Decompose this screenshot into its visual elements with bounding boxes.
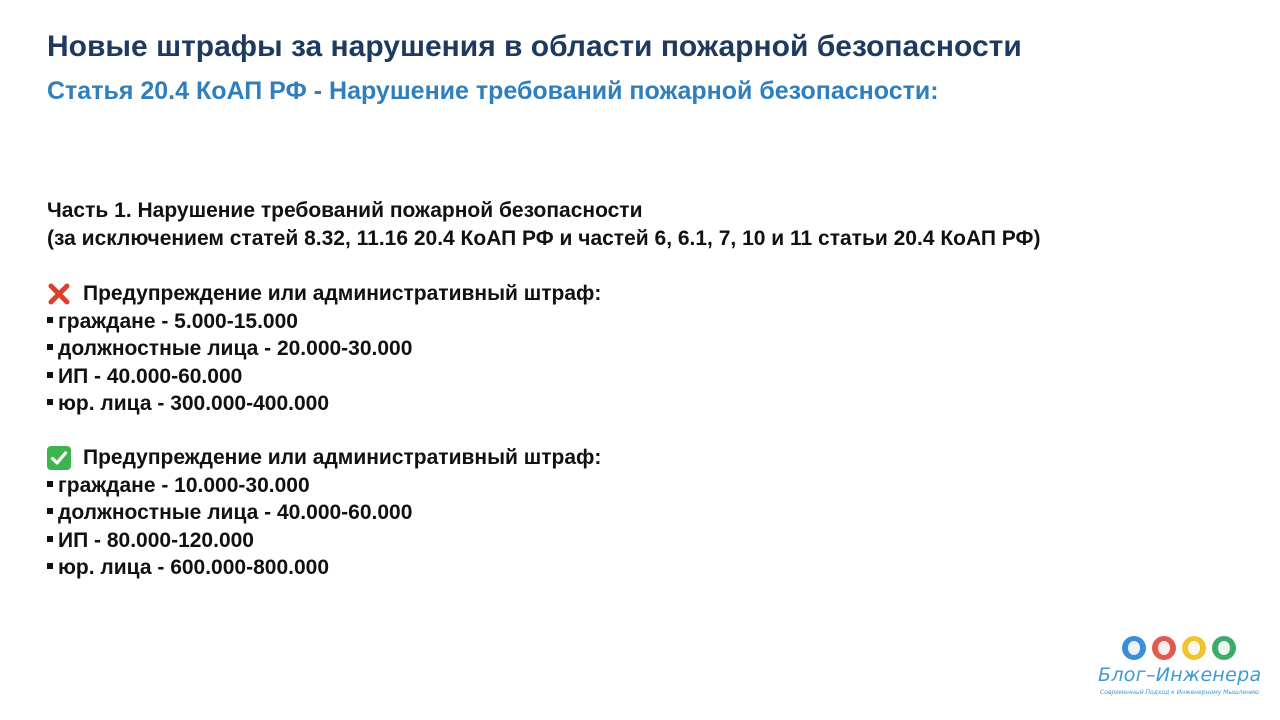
list-item: должностные лица - 20.000-30.000 [47, 335, 601, 363]
bullet-icon [47, 399, 53, 405]
part-exceptions: (за исключением статей 8.32, 11.16 20.4 КоАП РФ и частей 6, 6.1, 7, 10 и 11 статьи 20.4 КоАП РФ) [47, 227, 1041, 250]
new-fines-heading-row [47, 444, 601, 472]
bullet-icon [47, 317, 53, 323]
brand-logo [1098, 636, 1263, 700]
engineer-avatar-icon-4 [1212, 636, 1236, 660]
list-item: юр. лица - 600.000-800.000 [47, 554, 601, 582]
bullet-icon [47, 344, 53, 350]
bullet-icon [47, 481, 53, 487]
old-fines-heading-row [47, 280, 601, 308]
list-item: граждане - 10.000-30.000 [47, 472, 601, 500]
bullet-icon [47, 536, 53, 542]
logo-name: Блог–Инженера [1098, 664, 1262, 686]
logo-tagline: Современный Подход к Инженерному Мышлению [1100, 689, 1259, 696]
list-item: ИП - 80.000-120.000 [47, 527, 601, 555]
list-item: граждане - 5.000-15.000 [47, 308, 601, 336]
bullet-icon [47, 563, 53, 569]
check-mark-icon [47, 446, 71, 470]
old-fines-section [47, 280, 601, 418]
bullet-icon [47, 372, 53, 378]
page-title: Новые штрафы за нарушения в области пожарной безопасности [47, 30, 1022, 63]
engineer-avatar-icon-2 [1152, 636, 1176, 660]
engineer-avatar-icon-3 [1182, 636, 1206, 660]
bullet-icon [47, 508, 53, 514]
cross-mark-icon [47, 282, 71, 306]
part-description [47, 197, 1040, 253]
list-item: должностные лица - 40.000-60.000 [47, 499, 601, 527]
page-subtitle: Статья 20.4 КоАП РФ - Нарушение требований пожарной безопасности: [47, 77, 939, 105]
engineer-avatar-icon-1 [1122, 636, 1146, 660]
new-fines-section [47, 444, 601, 582]
part-title: Часть 1. Нарушение требований пожарной безопасности [47, 199, 643, 222]
list-item: юр. лица - 300.000-400.000 [47, 390, 601, 418]
new-fines-heading: Предупреждение или административный штраф: [83, 446, 602, 469]
list-item: ИП - 40.000-60.000 [47, 363, 601, 391]
logo-icons [1122, 636, 1236, 660]
old-fines-heading: Предупреждение или административный штраф: [83, 282, 602, 305]
